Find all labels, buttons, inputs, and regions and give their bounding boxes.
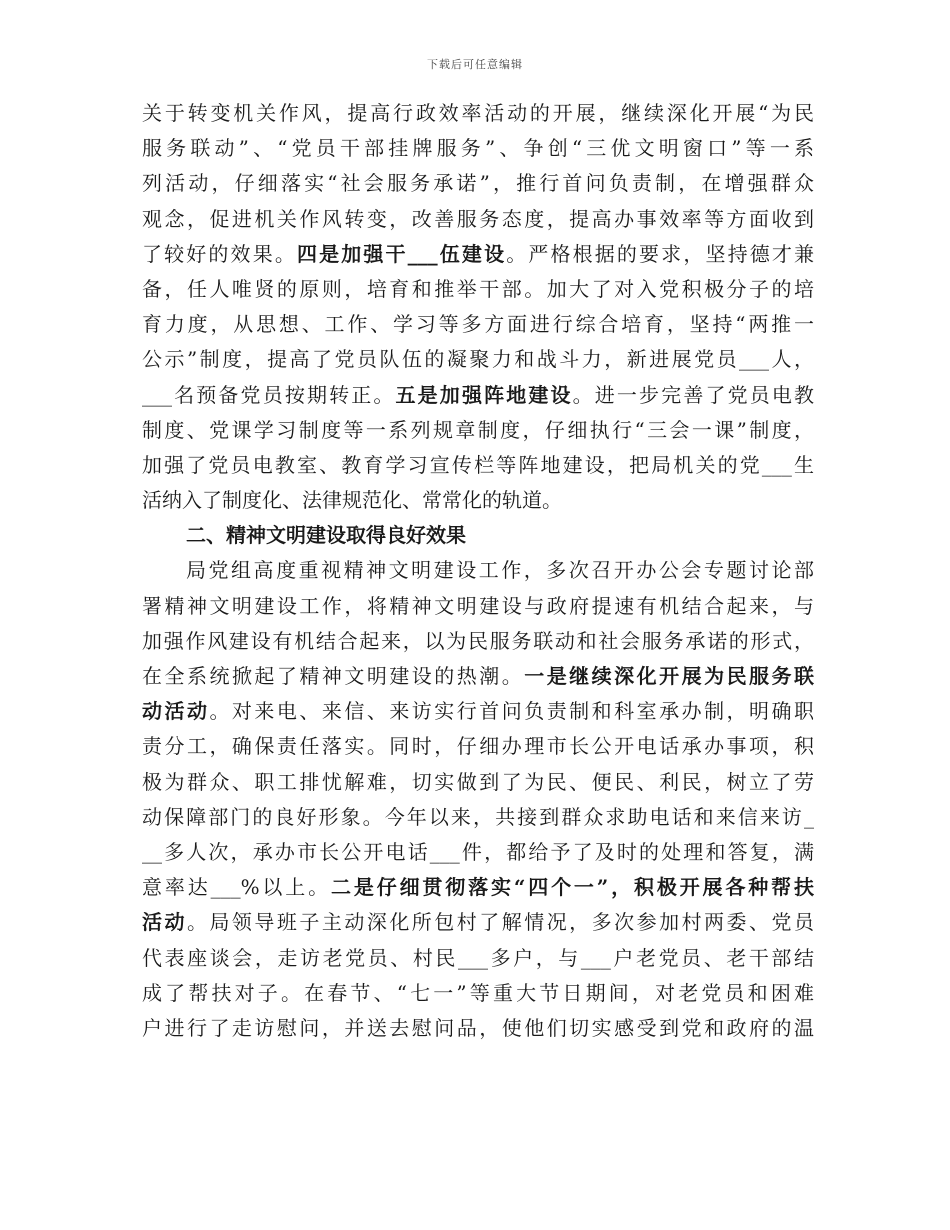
text-segment: 成了帮扶对子。在春节、“七一”等重大节日期间，对老党员和困难 (142, 980, 814, 1005)
text-segment: 关于转变机关作风，提高行政效率活动的开展，继续深化开展“为民 (142, 101, 814, 125)
text-line (142, 694, 814, 729)
text-line (142, 800, 814, 835)
text-segment: 局党组高度重视精神文明建设工作，多次召开办公会专题讨论部 (186, 558, 814, 583)
text-line (142, 659, 814, 694)
text-line (142, 342, 814, 377)
text-line (142, 166, 814, 201)
text-segment: 代表座谈会，走访老党员、村民___多户，与___户老党员、老干部结 (142, 945, 814, 970)
text-segment: 服务联动”、“党员干部挂牌服务”、争创“三优文明窗口”等一系 (142, 136, 814, 161)
bold-text-segment: 二是仔细贯彻落实“四个一”，积极开展各种帮扶 (331, 875, 814, 900)
page-header: 下载后可任意编辑 (427, 58, 523, 71)
text-line (142, 237, 814, 272)
text-segment: 动保障部门的良好形象。今年以来，共接到群众求助电话和来信来访_ (142, 804, 814, 829)
text-segment: 观念，促进机关作风转变，改善服务态度，提高办事效率等方面收到 (142, 206, 814, 231)
text-line (142, 729, 814, 764)
text-segment: 育力度，从思想、工作、学习等多方面进行综合培育，坚持“两推一 (142, 312, 814, 337)
text-segment: 公示”制度，提高了党员队伍的凝聚力和战斗力，新进展党员___人， (142, 347, 814, 372)
section-heading (142, 518, 814, 553)
bold-text-segment: 五是加强阵地建设 (395, 382, 573, 407)
text-line (142, 378, 814, 413)
text-line (142, 483, 814, 518)
text-segment: __多人次，承办市长公开电话___件，都给予了及时的处理和答复，满 (142, 839, 814, 864)
text-line (142, 1011, 814, 1046)
text-line (142, 96, 814, 131)
text-segment: 署精神文明建设工作，将精神文明建设与政府提速有机结合起来，与 (142, 593, 814, 618)
bold-text-segment: 动活动 (142, 699, 210, 724)
text-line (142, 765, 814, 800)
text-line (142, 272, 814, 307)
text-line (142, 835, 814, 870)
text-segment: 。进一步完善了党员电教 (572, 382, 815, 407)
text-segment: 备，任人唯贤的原则，培育和推举干部。加大了对入党积极分子的培 (142, 276, 814, 301)
bold-text-segment: 活动 (142, 910, 187, 935)
document-body (142, 96, 814, 1046)
bold-text-segment: 一是继续深化开展为民服务联 (524, 664, 815, 688)
text-line (142, 131, 814, 166)
text-line (142, 870, 814, 905)
text-segment: 户进行了走访慰问，并送去慰问品，使他们切实感受到党和政府的温 (142, 1015, 814, 1040)
text-line (142, 202, 814, 237)
text-segment: 。严格根据的要求，坚持德才兼 (506, 241, 815, 266)
text-line (142, 553, 814, 588)
text-line (142, 589, 814, 624)
text-segment: 活纳入了制度化、法律规范化、常常化的轨道。 (142, 488, 562, 513)
text-segment: 意率达___%以上。 (142, 875, 331, 900)
text-segment: ___名预备党员按期转正。 (142, 382, 396, 407)
text-segment: 加强了党员电教室、教育学习宣传栏等阵地建设，把局机关的党___生 (142, 452, 814, 477)
text-line (142, 905, 814, 940)
text-segment: 在全系统掀起了精神文明建设的热潮。 (142, 664, 525, 688)
text-line (142, 413, 814, 448)
bold-text-segment: 四是加强干___伍建设 (296, 241, 507, 266)
text-segment: 责分工，确保责任落实。同时，仔细办理市长公开电话承办事项，积 (142, 734, 814, 759)
text-line (142, 307, 814, 342)
text-segment: 。局领导班子主动深化所包村了解情况，多次参加村两委、党员 (186, 910, 815, 935)
text-segment: 加强作风建设有机结合起来，以为民服务联动和社会服务承诺的形式， (142, 628, 814, 653)
text-segment: 制度、党课学习制度等一系列规章制度，仔细执行“三会一课”制度， (142, 417, 814, 442)
text-segment: 。对来电、来信、来访实行首问负责制和科室承办制，明确职 (209, 699, 815, 724)
bold-text-segment: 二、精神文明建设取得良好效果 (186, 523, 466, 548)
text-line (142, 976, 814, 1011)
text-line (142, 448, 814, 483)
text-segment: 列活动，仔细落实“社会服务承诺”，推行首问负责制，在增强群众 (142, 171, 814, 196)
text-segment: 了较好的效果。 (142, 241, 297, 266)
text-line (142, 941, 814, 976)
text-segment: 极为群众、职工排忧解难，切实做到了为民、便民、利民，树立了劳 (142, 769, 814, 794)
text-line (142, 624, 814, 659)
